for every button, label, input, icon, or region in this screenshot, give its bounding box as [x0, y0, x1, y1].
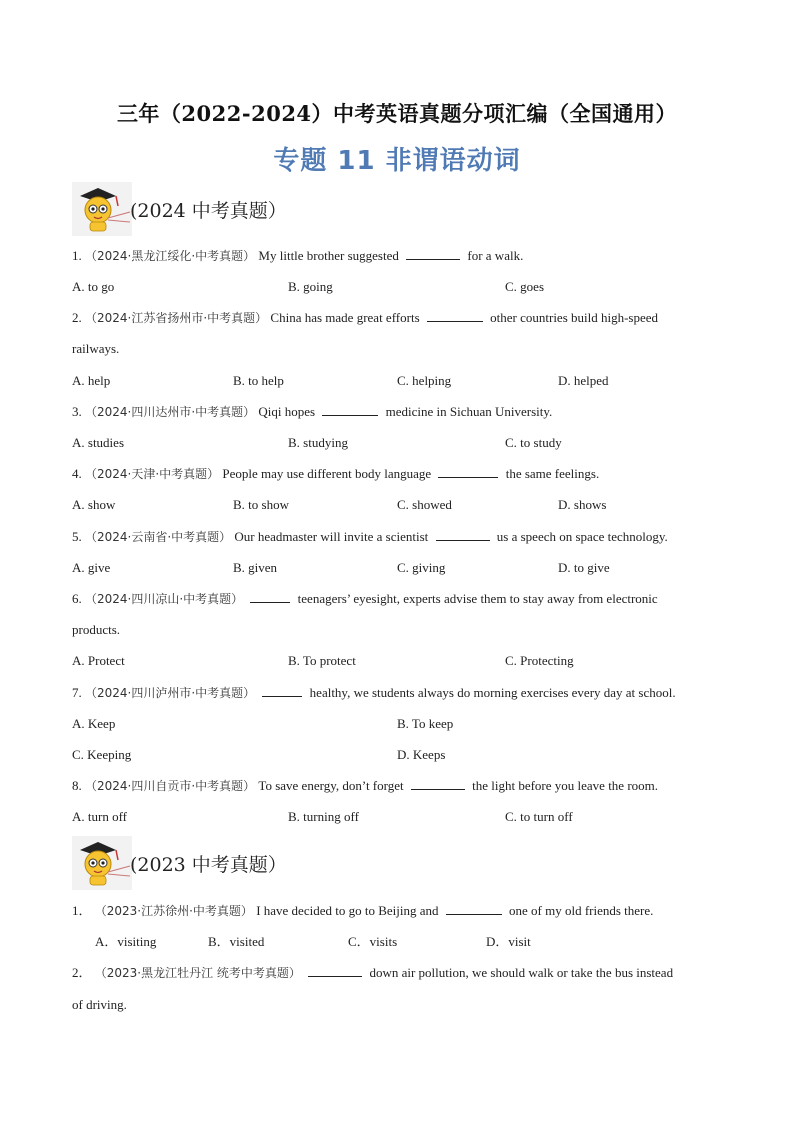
option-d: D. to give — [558, 560, 610, 575]
option-c: C. giving — [397, 560, 446, 575]
question-3-2024 — [72, 403, 552, 421]
answer-blank — [446, 902, 502, 915]
question-number: 4. — [72, 466, 82, 481]
question-source: （2024·云南省·中考真题） — [85, 530, 232, 544]
question-7-2024 — [72, 684, 676, 702]
question-text-post: medicine in Sichuan University. — [385, 404, 553, 419]
answer-blank — [406, 247, 460, 260]
option-a: A. turn off — [72, 809, 128, 824]
question-text-post: the light before you leave the room. — [472, 778, 659, 793]
question-source: （2023·黑龙江牡丹江 统考中考真题） — [94, 966, 301, 980]
option-b: B. To keep — [397, 716, 454, 731]
question-2-continuation: railways. — [72, 341, 120, 356]
question-text-pre: China has made great efforts — [270, 310, 420, 325]
question-6-continuation: products. — [72, 622, 121, 637]
option-b: B. to show — [233, 497, 289, 512]
question-source: （2023·江苏徐州·中考真题） — [94, 904, 253, 918]
section-label-2024: (2024 中考真题） — [130, 200, 287, 222]
graduate-mascot-icon — [72, 836, 132, 890]
question-2-2023-continuation: of driving. — [72, 997, 127, 1012]
answer-blank — [436, 528, 490, 541]
question-source: （2024·江苏省扬州市·中考真题） — [85, 311, 268, 325]
answer-blank — [308, 964, 362, 977]
question-text-post: one of my old friends there. — [509, 903, 654, 918]
question-text-pre: Our headmaster will invite a scientist — [234, 529, 429, 544]
question-text-post: down air pollution, we should walk or take the bus instead — [369, 965, 674, 980]
question-source: （2024·四川泸州市·中考真题） — [85, 686, 256, 700]
question-text-post: the same feelings. — [505, 466, 600, 481]
question-text-pre: I have decided to go to Beijing and — [256, 903, 439, 918]
option-d: D. helped — [558, 373, 609, 388]
question-2-2023 — [72, 964, 673, 982]
question-number: 1． — [72, 903, 92, 918]
question-source: （2024·黑龙江绥化·中考真题） — [85, 249, 256, 263]
question-number: 2. — [72, 310, 82, 325]
question-text-pre: People may use different body language — [222, 466, 432, 481]
option-c: C. goes — [505, 279, 544, 294]
option-b: B. going — [288, 279, 333, 294]
option-b: B．visited — [208, 934, 265, 949]
option-d: D. Keeps — [397, 747, 446, 762]
answer-blank — [427, 309, 483, 322]
answer-blank — [322, 403, 378, 416]
answer-blank — [438, 465, 498, 478]
option-c: C. to study — [505, 435, 562, 450]
option-a: A. give — [72, 560, 111, 575]
section-label-2023: (2023 中考真题） — [130, 854, 287, 876]
question-source: （2024·四川自贡市·中考真题） — [85, 779, 256, 793]
option-d: D. shows — [558, 497, 607, 512]
graduate-mascot-icon — [72, 182, 132, 236]
option-c: C．visits — [348, 934, 398, 949]
option-b: B. given — [233, 560, 278, 575]
question-1-2023 — [72, 902, 653, 920]
question-number: 5. — [72, 529, 82, 544]
option-c: C. helping — [397, 373, 452, 388]
option-c: C. to turn off — [505, 809, 573, 824]
question-8-2024 — [72, 777, 658, 795]
option-c: C. Protecting — [505, 653, 574, 668]
question-2-2024 — [72, 309, 658, 327]
question-number: 1. — [72, 248, 82, 263]
question-number: 8. — [72, 778, 82, 793]
question-1-2024 — [72, 247, 523, 265]
question-number: 2． — [72, 965, 92, 980]
question-5-2024 — [72, 528, 668, 546]
option-b: B. turning off — [288, 809, 359, 824]
question-text-pre: Qiqi hopes — [258, 404, 316, 419]
question-text-post: teenagers’ eyesight, experts advise them to stay away from electronic — [297, 591, 658, 606]
question-text-post: us a speech on space technology. — [496, 529, 668, 544]
option-a: A. Keep — [72, 716, 116, 731]
page-subtitle: 专题 11 非谓语动词 — [273, 146, 521, 176]
answer-blank — [250, 590, 290, 603]
question-text-post: for a walk. — [467, 248, 524, 263]
option-b: B. studying — [288, 435, 348, 450]
option-c: C. showed — [397, 497, 452, 512]
question-number: 6. — [72, 591, 82, 606]
option-c: C. Keeping — [72, 747, 132, 762]
option-a: A. Protect — [72, 653, 125, 668]
question-4-2024 — [72, 465, 599, 483]
question-number: 7. — [72, 685, 82, 700]
option-a: A. help — [72, 373, 111, 388]
question-source: （2024·天津·中考真题） — [85, 467, 220, 481]
option-a: A. show — [72, 497, 116, 512]
question-source: （2024·四川凉山·中考真题） — [85, 592, 244, 606]
option-b: B. to help — [233, 373, 284, 388]
question-6-2024 — [72, 590, 658, 608]
option-a: A. to go — [72, 279, 115, 294]
question-text-post: healthy, we students always do morning exercises every day at school. — [309, 685, 676, 700]
option-a: A. studies — [72, 435, 124, 450]
question-number: 3. — [72, 404, 82, 419]
question-source: （2024·四川达州市·中考真题） — [85, 405, 256, 419]
option-d: D．visit — [486, 934, 531, 949]
page-title: 三年（2022-2024）中考英语真题分项汇编（全国通用） — [116, 101, 678, 126]
option-b: B. To protect — [288, 653, 356, 668]
option-a: A．visiting — [95, 934, 157, 949]
question-text-pre: To save energy, don’t forget — [258, 778, 404, 793]
answer-blank — [262, 684, 302, 697]
answer-blank — [411, 777, 465, 790]
question-text-post: other countries build high-speed — [490, 310, 659, 325]
question-text-pre: My little brother suggested — [258, 248, 399, 263]
